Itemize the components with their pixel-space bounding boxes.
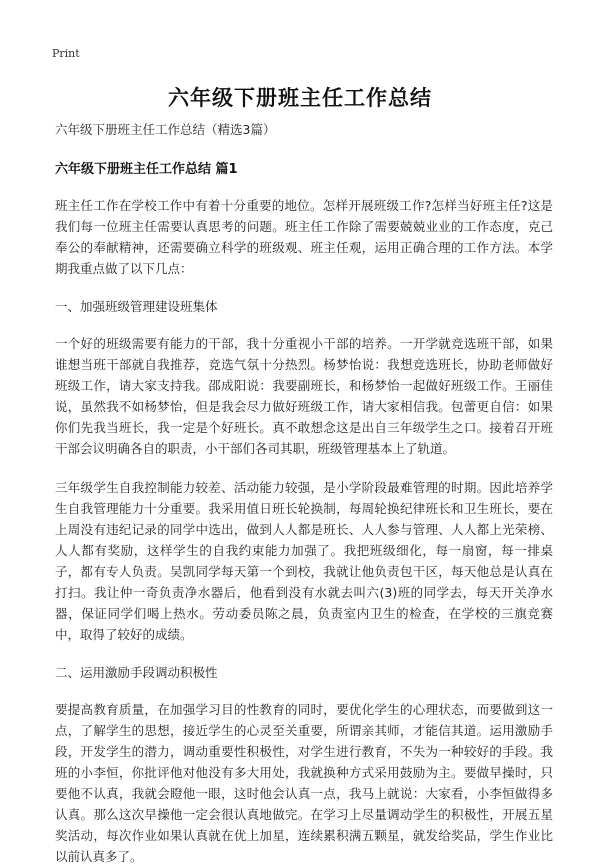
section-title: 六年级下册班主任工作总结 篇1 — [55, 162, 238, 177]
document-subtitle: 六年级下册班主任工作总结（精选3篇） — [55, 122, 276, 137]
intro-paragraph: 班主任工作在学校工作中有着十分重要的地位。怎样开展班级工作?怎样当好班主任?这是我们每一位班主任需要认真思考的问题。班主任工作除了需要兢兢业业的工作态度，克己奉公的奉献精神，还需要确立科学的班级观、班主任观，运用正确合理的工作方法。本学期我重点做了以下几点： — [55, 198, 553, 276]
heading-class-management: 一、加强班级管理建设班集体 — [55, 299, 218, 314]
document-title: 六年级下册班主任工作总结 — [168, 86, 432, 110]
print-link[interactable]: Print — [52, 47, 80, 60]
heading-motivation: 二、运用激励手段调动积极性 — [55, 665, 218, 680]
paragraph-self-management: 三年级学生自我控制能力较差、活动能力较强，是小学阶段最难管理的时期。因此培养学生自我管理能力十分重要。我采用值日班长轮换制，每周轮换纪律班长和卫生班长，要在上周没有违纪记录的同学中选出，做到人人都是班长、人人参与管理、人人都上光荣榜、人人都有奖励，这样学生的自我约束能力加强了。我把班级细化，每一扇窗，每一排桌子，都有专人负责。吴凯同学每天第一个到校，我就让他负责包干区，每天他总是认真在打扫。我让仲一奇负责净水器后，他看到没有水就去叫六(3)班的同学去，每天开关净水器，保证同学们喝上热水。劳动委员陈之晨，负责室内卫生的检查，在学校的三旗竞赛中，取得了较好的成绩。 — [55, 480, 553, 642]
paragraph-motivation: 要提高教育质量，在加强学习目的性教育的同时，要优化学生的心理状态，而要做到这一点，了解学生的思想，接近学生的心灵至关重要，所谓亲其师，才能信其道。运用激励手段，开发学生的潜力，调动重要性积极性，对学生进行教育，不失为一种较好的手段。我班的小李恒，你批评他对他没有多大用处，我就换种方式采用鼓励为主。要做早操时，只要他不认真，我就会瞪他一眼，这时他会认真一点，我马上就说：大家看，小李恒做得多认真。那么这次早操他一定会很认真地做完。在学习上尽量调动学生的积极性，开展五星奖活动，每次作业如果认真就在优上加星，连续累积满五颗星，就发给奖品，学生作业比以前认真多了。 — [55, 702, 553, 864]
paragraph-class-cadres: 一个好的班级需要有能力的干部，我十分重视小干部的培养。一开学就竞选班干部，如果谁想当班干部就自我推荐，竞选气氛十分热烈。杨梦怡说：我想竞选班长，协助老师做好班级工作，请大家支持我。邵成阳说：我要副班长，和杨梦怡一起做好班级工作。王丽佳说，虽然我不如杨梦怡，但是我会尽力做好班级工作，请大家相信我。包蕾更自信：如果你们先我当班长，我一定是个好班长。真不敢想念这是出自三年级学生之口。接着召开班干部会议明确各自的职责，小干部们各司其职，班级管理基本上了轨道。 — [55, 336, 553, 456]
document-body — [55, 120, 553, 867]
